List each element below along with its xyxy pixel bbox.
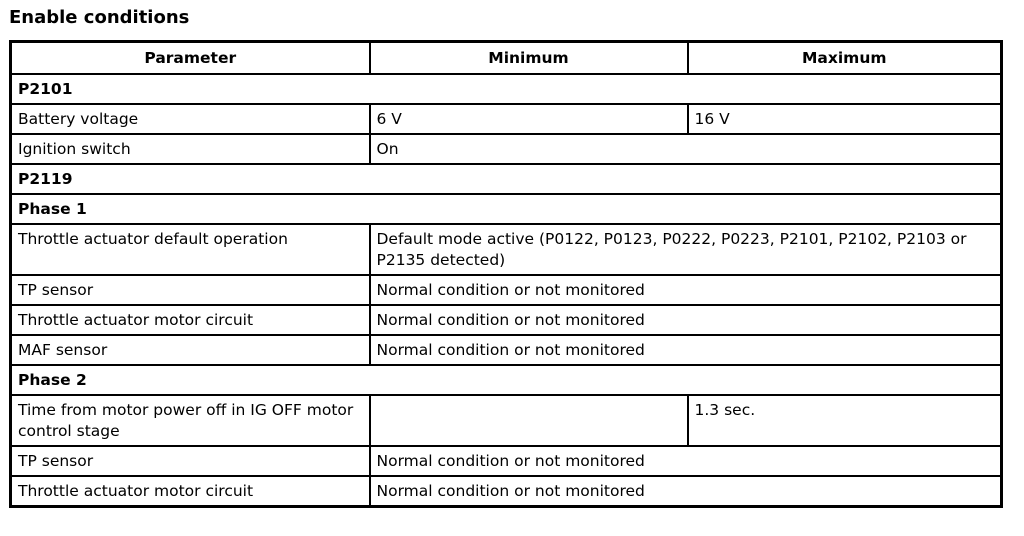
maximum-cell: 1.3 sec. xyxy=(688,395,1002,446)
section-label-p2101: P2101 xyxy=(11,74,1002,104)
parameter-cell: Battery voltage xyxy=(11,104,370,134)
value-cell: Normal condition or not monitored xyxy=(370,446,1002,476)
value-cell: Normal condition or not monitored xyxy=(370,305,1002,335)
parameter-cell: Throttle actuator motor circuit xyxy=(11,476,370,507)
table-row xyxy=(11,476,1002,507)
parameter-cell: TP sensor xyxy=(11,275,370,305)
table-row xyxy=(11,335,1002,365)
enable-conditions-table xyxy=(9,40,1003,508)
maximum-cell: 16 V xyxy=(688,104,1002,134)
table-row-section xyxy=(11,365,1002,395)
parameter-cell: MAF sensor xyxy=(11,335,370,365)
parameter-cell: Ignition switch xyxy=(11,134,370,164)
table-header-row xyxy=(11,42,1002,75)
table-row-section xyxy=(11,74,1002,104)
value-cell: Normal condition or not monitored xyxy=(370,275,1002,305)
table-row xyxy=(11,224,1002,275)
parameter-cell: Time from motor power off in IG OFF motor control stage xyxy=(11,395,370,446)
table-row xyxy=(11,395,1002,446)
value-cell: On xyxy=(370,134,1002,164)
section-label-phase-2: Phase 2 xyxy=(11,365,1002,395)
table-row xyxy=(11,446,1002,476)
value-cell: Default mode active (P0122, P0123, P0222, P0223, P2101, P2102, P2103 or P2135 detected) xyxy=(370,224,1002,275)
column-header-maximum: Maximum xyxy=(688,42,1002,75)
section-label-p2119: P2119 xyxy=(11,164,1002,194)
column-header-parameter: Parameter xyxy=(11,42,370,75)
parameter-cell: Throttle actuator motor circuit xyxy=(11,305,370,335)
section-label-phase-1: Phase 1 xyxy=(11,194,1002,224)
parameter-cell: TP sensor xyxy=(11,446,370,476)
table-row xyxy=(11,275,1002,305)
minimum-cell xyxy=(370,395,688,446)
table-row xyxy=(11,134,1002,164)
table-row xyxy=(11,104,1002,134)
minimum-cell: 6 V xyxy=(370,104,688,134)
parameter-cell: Throttle actuator default operation xyxy=(11,224,370,275)
value-cell: Normal condition or not monitored xyxy=(370,335,1002,365)
table-row-section xyxy=(11,194,1002,224)
column-header-minimum: Minimum xyxy=(370,42,688,75)
table-row-section xyxy=(11,164,1002,194)
page-title: Enable conditions xyxy=(9,7,190,28)
value-cell: Normal condition or not monitored xyxy=(370,476,1002,507)
table-row xyxy=(11,305,1002,335)
